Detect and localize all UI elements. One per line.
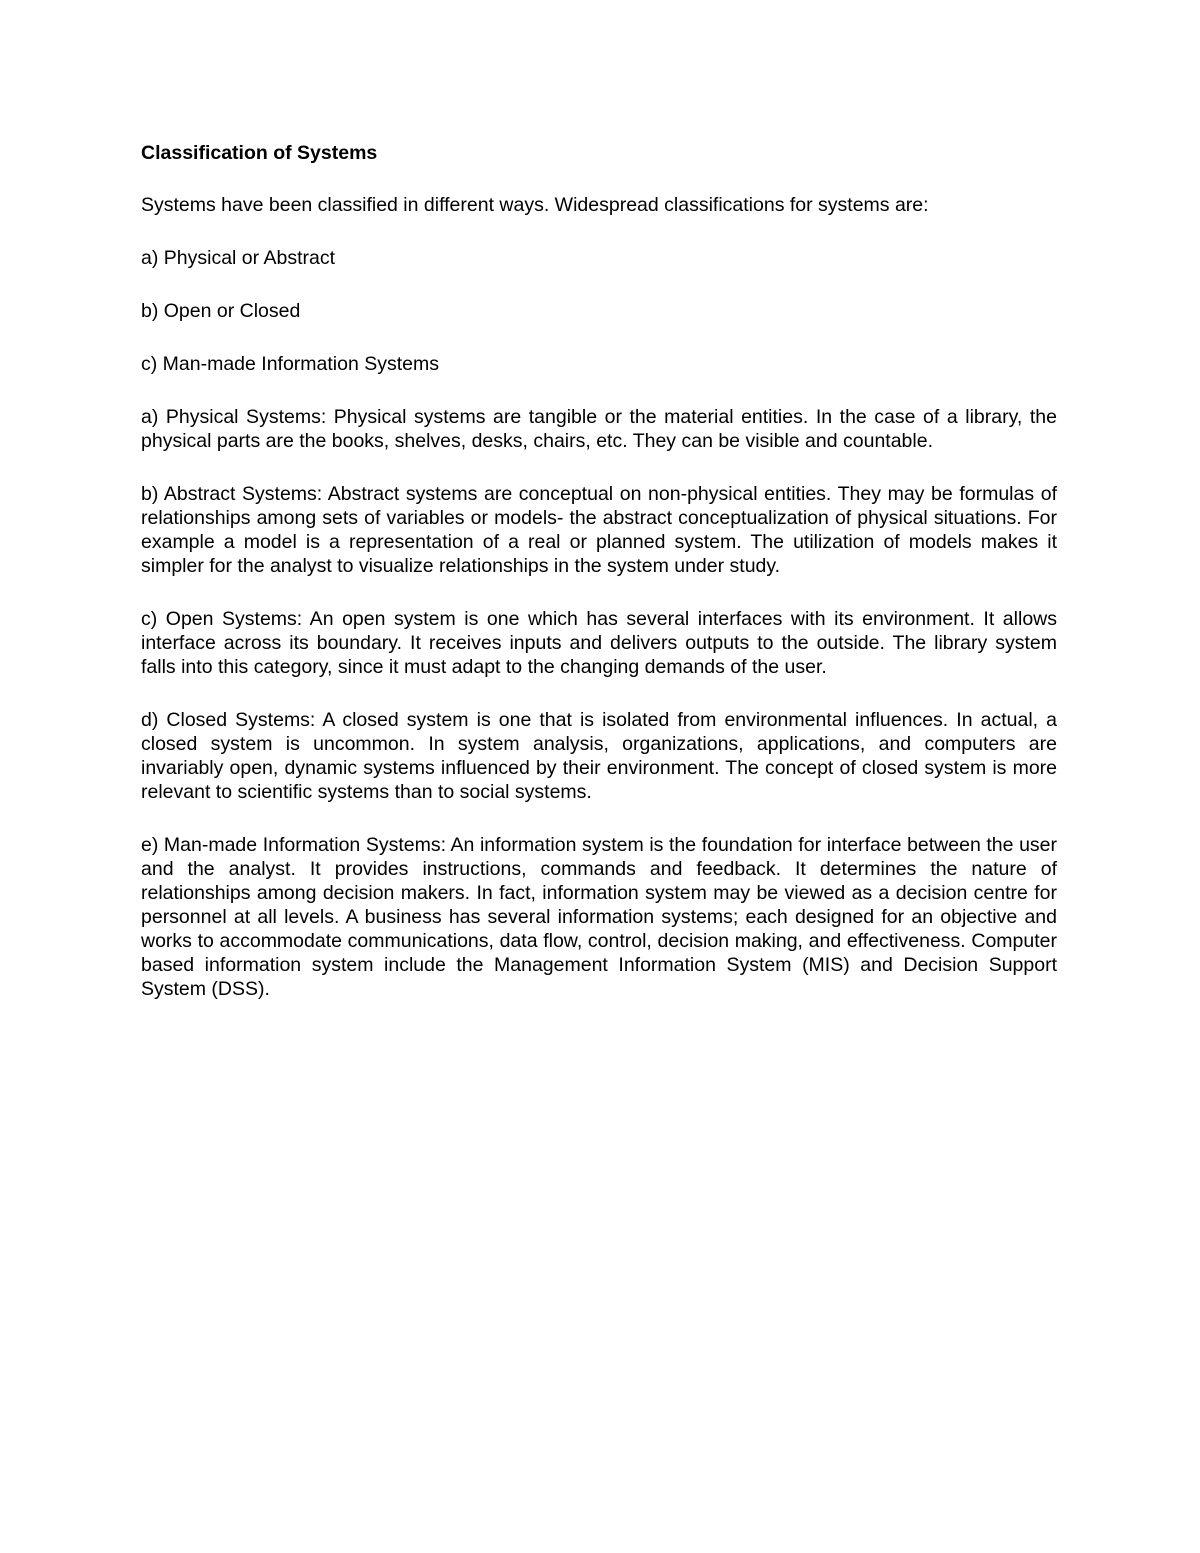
paragraph-abstract-systems: b) Abstract Systems: Abstract systems are conceptual on non-physical entities. They may be formulas of relationships among sets of variables or models- the abstract conceptualization of physical situations. For example a model is a representation of a real or planned system. The utilization of models makes it simpler for the analyst to visualize relationships in the system under study.	[141, 483, 1057, 577]
paragraph-open-systems: c) Open Systems: An open system is one which has several interfaces with its environment. It allows interface across its boundary. It receives inputs and delivers outputs to the outside. The library system falls into this category, since it must adapt to the changing demands of the user.	[141, 608, 1057, 678]
paragraph-closed-systems: d) Closed Systems: A closed system is one that is isolated from environmental influences. In actual, a closed system is uncommon. In system analysis, organizations, applications, and computers are invariably open, dynamic systems influenced by their environment. The concept of closed system is more relevant to scientific systems than to social systems.	[141, 709, 1057, 803]
list-item-physical-or-abstract: a) Physical or Abstract	[141, 247, 335, 269]
document-page	[141, 141, 1057, 1001]
paragraph-man-made-information-systems: e) Man-made Information Systems: An information system is the foundation for interface between the user and the analyst. It provides instructions, commands and feedback. It determines the nature of relationships among decision makers. In fact, information system may be viewed as a decision centre for personnel at all levels. A business has several information systems; each designed for an objective and works to accommodate communications, data flow, control, decision making, and effectiveness. Computer based information system include the Management Information System (MIS) and Decision Support System (DSS).	[141, 834, 1057, 1000]
list-item-open-or-closed: b) Open or Closed	[141, 300, 301, 322]
list-item-man-made-information-systems: c) Man-made Information Systems	[141, 353, 440, 375]
paragraph-physical-systems: a) Physical Systems: Physical systems are tangible or the material entities. In the case of a library, the physical parts are the books, shelves, desks, chairs, etc. They can be visible and countable.	[141, 406, 1057, 452]
intro-paragraph: Systems have been classified in different ways. Widespread classifications for systems are:	[141, 194, 929, 216]
document-title: Classification of Systems	[141, 142, 378, 164]
